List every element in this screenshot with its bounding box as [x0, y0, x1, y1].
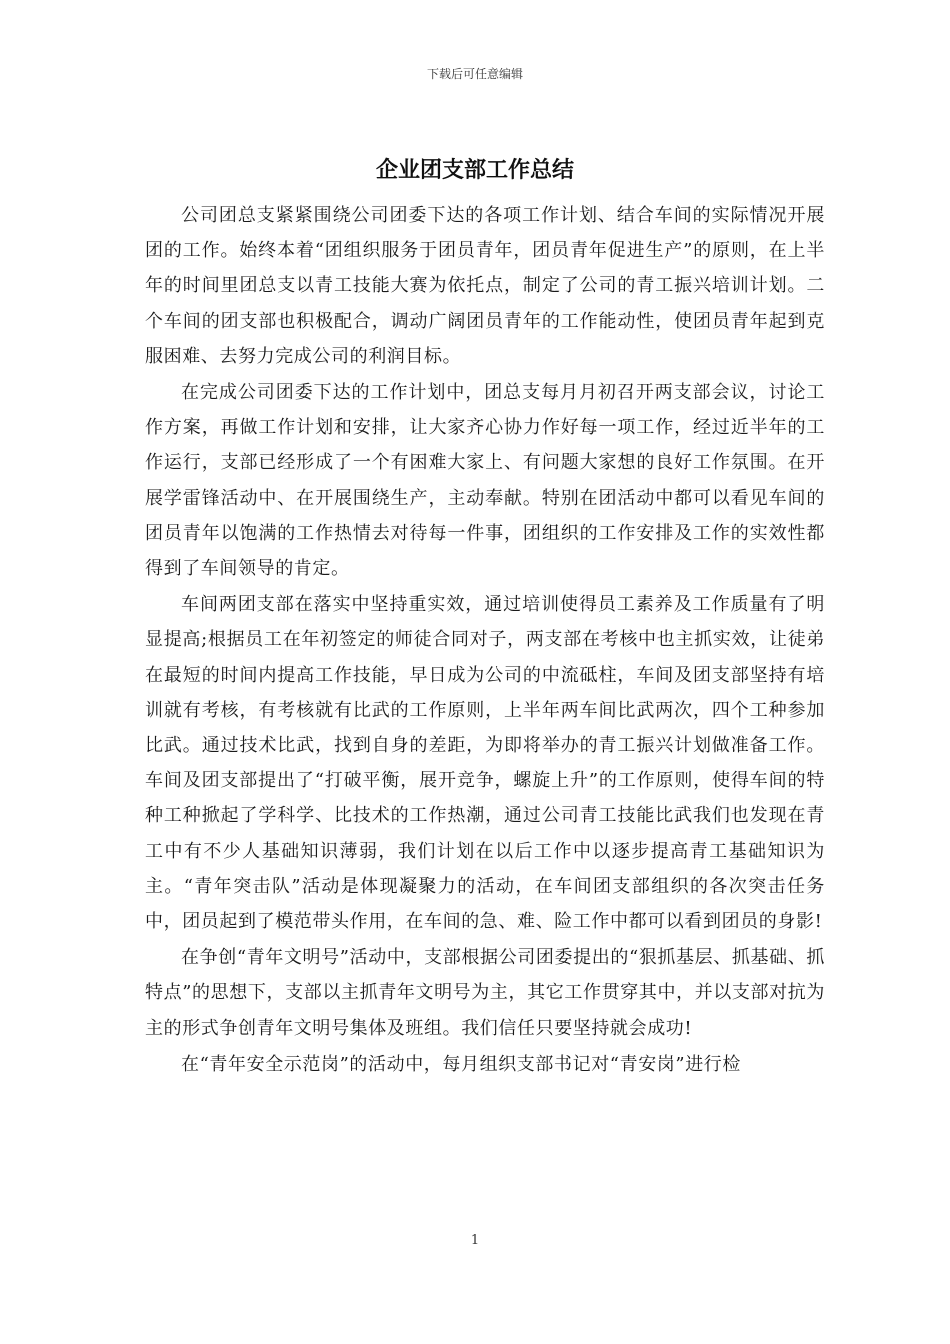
paragraph-3: 车间两团支部在落实中坚持重实效，通过培训使得员工素养及工作质量有了明显提高;根据员工在年初签定的师徒合同对子，两支部在考核中也主抓实效，让徒弟在最短的时间内提高工作技能，早日成为公司的中流砥柱，车间及团支部坚持有培训就有考核，有考核就有比武的工作原则，上半年两车间比武两次，四个工种参加比武。通过技术比武，找到自身的差距，为即将举办的青工振兴计划做准备工作。车间及团支部提出了“打破平衡，展开竞争，螺旋上升”的工作原则，使得车间的特种工种掀起了学科学、比技术的工作热潮，通过公司青工技能比武我们也发现在青工中有不少人基础知识薄弱，我们计划在以后工作中以逐步提高青工基础知识为主。“青年突击队”活动是体现凝聚力的活动，在车间团支部组织的各次突击任务中，团员起到了模范带头作用，在车间的急、难、险工作中都可以看到团员的身影!: [145, 594, 825, 933]
page-header: 下载后可任意编辑: [426, 67, 523, 81]
paragraph-2: 在完成公司团委下达的工作计划中，团总支每月月初召开两支部会议，讨论工作方案，再做工作计划和安排，让大家齐心协力作好每一项工作，经过近半年的工作运行，支部已经形成了一个有困难大家上、有问题大家想的良好工作氛围。在开展学雷锋活动中、在开展围绕生产，主动奉献。特别在团活动中都可以看见车间的团员青年以饱满的工作热情去对待每一件事，团组织的工作安排及工作的实效性都得到了车间领导的肯定。: [145, 382, 825, 580]
document-body: [145, 198, 825, 1083]
page-number: 1: [470, 1233, 480, 1248]
paragraph-1: 公司团总支紧紧围绕公司团委下达的各项工作计划、结合车间的实际情况开展团的工作。始终本着“团组织服务于团员青年，团员青年促进生产”的原则，在上半年的时间里团总支以青工技能大赛为依托点，制定了公司的青工振兴培训计划。二个车间的团支部也积极配合，调动广阔团员青年的工作能动性，使团员青年起到克服困难、去努力完成公司的利润目标。: [145, 205, 825, 367]
document-title: 企业团支部工作总结: [375, 157, 574, 183]
paragraph-5: 在“青年安全示范岗”的活动中，每月组织支部书记对“青安岗”进行检: [181, 1053, 742, 1075]
paragraph-4: 在争创“青年文明号”活动中，支部根据公司团委提出的“狠抓基层、抓基础、抓特点”的思想下，支部以主抓青年文明号为主，其它工作贯穿其中，并以支部对抗为主的形式争创青年文明号集体及班组。我们信任只要坚持就会成功!: [145, 947, 825, 1039]
